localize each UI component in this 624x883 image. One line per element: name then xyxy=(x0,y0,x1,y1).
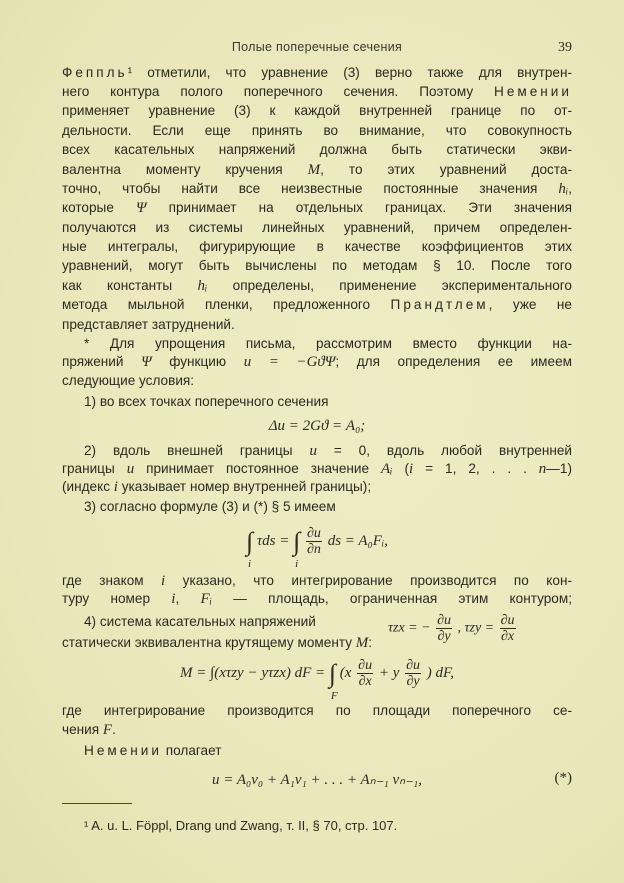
chapter-title: Полые поперечные сечения xyxy=(231,40,403,54)
text-segment: чения xyxy=(62,722,103,737)
formula-stresses xyxy=(388,613,578,644)
text-line xyxy=(62,102,572,120)
text-segment: (индекс xyxy=(62,479,114,494)
math-symbol: u = −GϑΨ xyxy=(243,354,336,370)
text-segment: , xyxy=(568,181,572,196)
text-line xyxy=(62,141,572,159)
integral-subscript: i xyxy=(295,557,299,570)
text-line xyxy=(62,478,572,496)
text-segment: метода мыльной пленки, предложенного xyxy=(62,297,391,312)
text-segment: принимает постоянное значение xyxy=(134,461,381,476)
integral-sign: ∫ F xyxy=(328,658,338,702)
formula-part: τzx = − xyxy=(388,620,431,636)
text-segment: ¹ отметили, что уравнение (3) верно также для внутрен- xyxy=(127,65,572,80)
formula-contour-integral xyxy=(62,526,572,570)
text-segment: валентна моменту кручения xyxy=(62,162,308,177)
text-segment: уравнений, могут быть вычислены по методам § 10. После того xyxy=(62,258,572,273)
text-line xyxy=(84,742,572,760)
numerator: ∂u xyxy=(437,613,451,628)
fraction xyxy=(357,658,373,689)
text-line xyxy=(62,316,572,334)
footnote: ¹ A. u. L. Föppl, Drang und Zwang, т. II, § 70, стр. 107. xyxy=(84,818,398,833)
text-line xyxy=(62,257,572,275)
text-line xyxy=(62,219,572,237)
text-line xyxy=(62,460,572,478)
denominator: ∂y xyxy=(437,629,451,644)
text-line xyxy=(84,335,572,353)
math-symbol: i xyxy=(113,479,118,495)
text-segment: ные интегралы, фигурирующие в качестве коэффициентов этих xyxy=(62,239,572,254)
math-symbol: u xyxy=(126,461,135,477)
text-segment: представляет затруднений. xyxy=(62,317,235,332)
text-line xyxy=(62,353,572,371)
denominator: ∂y xyxy=(406,674,420,689)
equation-tag: (*) xyxy=(554,770,572,786)
author-name: Немении xyxy=(494,84,572,99)
text-segment: применяет уравнение (3) к каждой внутренней границе по от- xyxy=(62,103,572,118)
math-symbol: i xyxy=(409,461,414,477)
math-symbol: hᵢ xyxy=(558,181,569,197)
text-segment: точно, чтобы найти все неизвестные постоянные значения xyxy=(62,181,559,196)
text-segment: 4) система касательных напряжений xyxy=(84,614,316,629)
text-line xyxy=(62,199,572,217)
integral-subscript: i xyxy=(247,557,251,570)
integral-sign: ∫ i xyxy=(293,526,301,570)
text-segment: следующие условия: xyxy=(62,373,195,388)
text-segment: ( xyxy=(392,461,410,476)
integral-sign: ∫ i xyxy=(245,526,254,570)
text-segment: , xyxy=(175,591,201,606)
text-segment: него контура полого поперечного сечения. Поэтому xyxy=(62,84,495,99)
math-symbol: hᵢ xyxy=(197,278,208,294)
denominator: ∂x xyxy=(501,629,515,644)
text-segment: принимает на отдельных границах. Эти значения xyxy=(146,200,572,215)
text-line xyxy=(84,498,572,516)
author-name: Немении xyxy=(84,743,162,758)
text-segment: = 0, вдоль любой внутренней xyxy=(316,443,572,458)
math-symbol: F xyxy=(102,722,113,738)
text-line xyxy=(62,64,572,82)
fraction xyxy=(436,613,452,644)
formula-part: u = A₀v₀ + A₁v₁ + . . . + Aₙ₋₁ vₙ₋₁, xyxy=(212,772,422,788)
running-header xyxy=(62,40,572,58)
fraction xyxy=(306,526,322,557)
text-segment: : xyxy=(368,635,373,650)
denominator: ∂n xyxy=(307,542,321,557)
text-line xyxy=(62,238,572,256)
footnote-divider xyxy=(62,803,132,804)
author-name: Прандтлем xyxy=(390,297,489,312)
formula-part: M = ∫(xτzy − yτzx) dF = xyxy=(179,664,326,681)
text-segment: — площадь, ограниченная этим контуром; xyxy=(212,591,572,606)
text-segment: . xyxy=(112,722,116,737)
denominator: ∂x xyxy=(358,674,372,689)
text-segment: получаются из системы линейных уравнений, причем определен- xyxy=(62,220,572,235)
text-line xyxy=(62,590,572,608)
page-number: 39 xyxy=(558,40,572,55)
math-symbol: Fᵢ xyxy=(200,591,213,607)
text-line xyxy=(84,442,572,460)
math-symbol: Aᵢ xyxy=(381,461,393,477)
math-symbol: Ψ xyxy=(141,354,152,370)
fraction xyxy=(500,613,516,644)
text-line xyxy=(62,180,572,198)
text-segment: указано, что интегрирование производится по кон- xyxy=(165,573,572,588)
text-line xyxy=(62,161,572,179)
math-symbol: u xyxy=(309,443,317,459)
text-line xyxy=(62,296,572,314)
text-segment: 3) согласно формуле (3) и (*) § 5 имеем xyxy=(84,499,336,514)
text-segment: 1) во всех точках поперечного сечения xyxy=(84,394,329,409)
text-segment: статически эквивалентна крутящему моменту xyxy=(62,635,356,650)
math-symbol: M xyxy=(307,162,321,178)
text-segment: указывает номер внутренней границы); xyxy=(117,479,372,494)
text-segment: всех касательных напряжений должна быть статически экви- xyxy=(62,142,572,157)
numerator: ∂u xyxy=(406,658,421,673)
formula-series xyxy=(62,770,572,789)
text-segment: дельности. Если еще принять во внимание, что совокупность xyxy=(62,123,572,138)
formula-part: ds = A₀Fᵢ, xyxy=(327,532,389,549)
integral-subscript: F xyxy=(330,689,338,702)
text-segment: пряжений xyxy=(62,354,142,369)
text-segment: полагает xyxy=(161,743,222,758)
text-segment: как константы xyxy=(62,278,198,293)
text-segment: туру номер xyxy=(62,591,172,606)
text-segment: —1) xyxy=(546,461,572,476)
text-segment: 2) вдоль внешней границы xyxy=(84,443,310,458)
text-line xyxy=(62,122,572,140)
text-segment: * Для упрощения письма, рассмотрим вместо функции на- xyxy=(84,336,572,351)
text-segment: где знаком xyxy=(62,573,162,588)
text-line xyxy=(62,702,572,720)
text-segment: границы xyxy=(62,461,127,476)
math-symbol: i xyxy=(171,591,176,607)
text-segment: , то этих уравнений доста- xyxy=(320,162,572,177)
math-symbol: M xyxy=(355,635,369,651)
author-name: Феппль xyxy=(62,65,128,80)
math-symbol: Ψ xyxy=(135,200,147,216)
formula-part: + y xyxy=(378,664,400,681)
fraction xyxy=(405,658,421,689)
text-segment: ; для определения ее имеем xyxy=(335,354,572,369)
text-line xyxy=(62,721,572,739)
formula-part: τds = xyxy=(256,532,290,549)
numerator: ∂u xyxy=(358,658,373,673)
math-symbol: n xyxy=(538,461,547,477)
text-line xyxy=(62,83,572,101)
text-line xyxy=(62,277,572,295)
text-segment: функцию xyxy=(151,354,244,369)
text-line xyxy=(62,372,572,390)
numerator: ∂u xyxy=(500,613,515,628)
numerator: ∂u xyxy=(307,526,321,541)
formula-part: (x xyxy=(339,664,352,681)
text-segment: определены, применение экспериментального xyxy=(207,278,572,293)
formula-part: , τzy = xyxy=(457,620,495,636)
text-segment: которые xyxy=(62,200,136,215)
formula-laplace: Δu = 2Gϑ = A₀; xyxy=(268,418,366,434)
formula-moment xyxy=(62,658,572,702)
text-line xyxy=(84,393,572,411)
text-segment: где интегрирование производится по площади поперечного се- xyxy=(62,703,572,718)
formula-part: ) dF, xyxy=(426,664,455,681)
math-symbol: i xyxy=(161,573,166,589)
text-segment: , уже не xyxy=(488,297,572,312)
text-segment: = 1, 2, . . . xyxy=(413,461,539,476)
text-line xyxy=(62,572,572,590)
